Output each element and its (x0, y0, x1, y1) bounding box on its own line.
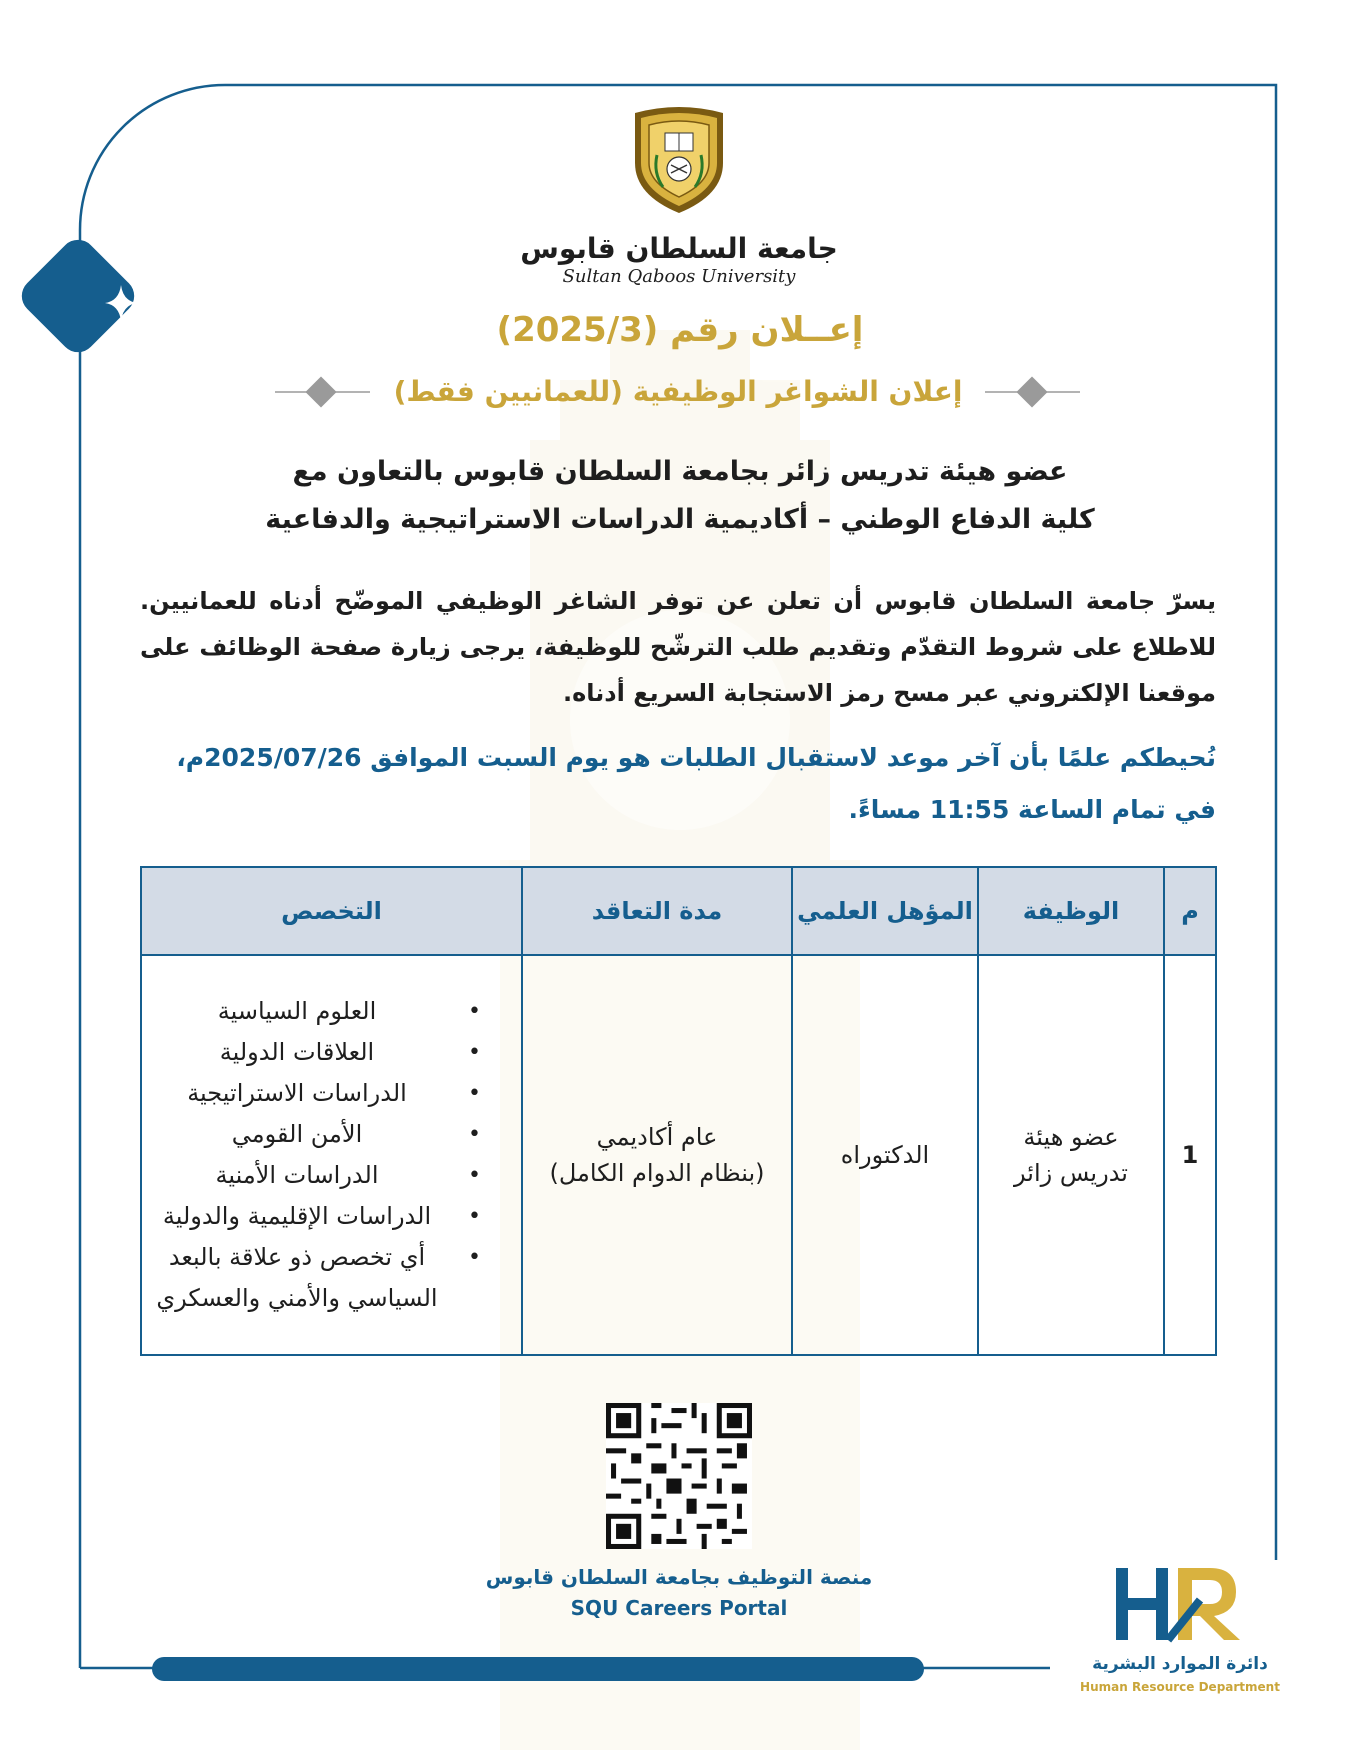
header-num: م (1164, 867, 1216, 955)
header-specialization: التخصص (141, 867, 522, 955)
body-paragraph: يسرّ جامعة السلطان قابوس أن تعلن عن توفر الشاغر الوظيفي الموضّح أدناه للعمانيين. للاطلاع على شروط التقدّم وتقديم طلب الترشّح للوظيفة، يرجى زيارة صفحة الوظائف على موقعنا الإلكتروني عبر مسح رمز الاستجابة السريع أدناه. (140, 587, 1216, 707)
jobs-table (140, 866, 1217, 1356)
list-item: • الدراسات الإقليمية والدولية (143, 1196, 451, 1237)
cell-specialization (141, 955, 522, 1355)
list-item: • أي تخصص ذو علاقة بالبعد (143, 1237, 451, 1278)
university-name-ar: جامعة السلطان قابوس (520, 232, 838, 265)
cell-job-line-1: عضو هيئة (1023, 1123, 1119, 1151)
cell-duration-line-1: عام أكاديمي (596, 1123, 718, 1151)
list-item: • العلاقات الدولية (143, 1032, 451, 1073)
deadline-notice: نُحيطكم علمًا بأن آخر موعد لاستقبال الطلبات هو يوم السبت الموافق 2025/07/26م، في تمام الساعة 11:55 مساءً. (176, 743, 1216, 824)
portal-name-en: SQU Careers Portal (570, 1596, 788, 1620)
table-row (141, 955, 1216, 1355)
list-item: • العلوم السياسية (143, 991, 451, 1032)
title-line-1: عضو هيئة تدريس زائر بجامعة السلطان قابوس بالتعاون مع (292, 456, 1068, 487)
list-item: • الدراسات الأمنية (143, 1155, 451, 1196)
hr-department-en: Human Resource Department (1080, 1680, 1280, 1694)
title-line-2: كلية الدفاع الوطني – أكاديمية الدراسات الاستراتيجية والدفاعية (265, 504, 1095, 535)
cell-num: 1 (1164, 955, 1216, 1355)
cell-duration (522, 955, 792, 1355)
qr-code-icon[interactable] (606, 1403, 752, 1549)
cell-duration-line-2: (بنظام الدوام الكامل) (549, 1159, 765, 1187)
header-job: الوظيفة (978, 867, 1164, 955)
list-item-continued: السياسي والأمني والعسكري (156, 1284, 438, 1312)
hr-department-ar: دائرة الموارد البشرية (1092, 1654, 1268, 1674)
portal-name-ar: منصة التوظيف بجامعة السلطان قابوس (485, 1565, 873, 1589)
university-crest-icon (627, 103, 731, 215)
announcement-number: إعــلان رقم (2025/3) (496, 310, 864, 350)
hr-logo-icon (1112, 1560, 1252, 1648)
table-header-row (141, 867, 1216, 955)
list-item: • الأمن القومي (143, 1114, 451, 1155)
cell-qualification: الدكتوراه (792, 955, 978, 1355)
list-item: • الدراسات الاستراتيجية (143, 1073, 451, 1114)
cell-job (978, 955, 1164, 1355)
specialization-list (143, 991, 451, 1319)
header-duration: مدة التعاقد (522, 867, 792, 955)
announcement-subtitle: إعلان الشواغر الوظيفية (للعمانيين فقط) (393, 375, 963, 408)
announcement-subtitle-row (270, 368, 1086, 416)
cell-job-line-2: تدريس زائر (1014, 1159, 1128, 1187)
header-qualification: المؤهل العلمي (792, 867, 978, 955)
university-name-en: Sultan Qaboos University (562, 266, 796, 287)
